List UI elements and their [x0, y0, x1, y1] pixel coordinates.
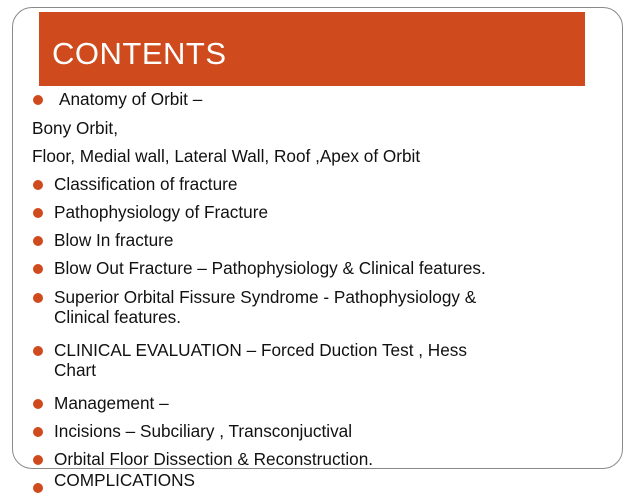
list-item: Anatomy of Orbit – — [59, 89, 203, 109]
list-item: Management – — [54, 393, 169, 413]
bullet-icon — [33, 455, 43, 465]
bullet-icon — [33, 180, 43, 190]
list-item: Bony Orbit, — [32, 118, 118, 138]
list-item: Floor, Medial wall, Lateral Wall, Roof ,Apex of Orbit — [32, 146, 421, 166]
list-item: Classification of fracture — [54, 174, 238, 194]
list-item: Pathophysiology of Fracture — [54, 202, 269, 222]
bullet-icon — [33, 236, 43, 246]
bullet-icon — [33, 95, 43, 105]
bullet-icon — [33, 208, 43, 218]
list-item: CLINICAL EVALUATION – Forced Duction Test , Hess — [54, 340, 467, 360]
list-item: Chart — [54, 360, 97, 380]
list-item: Blow Out Fracture – Pathophysiology & Clinical features. — [54, 258, 486, 278]
list-item: Orbital Floor Dissection & Reconstruction. — [54, 449, 374, 469]
list-item: Blow In fracture — [54, 230, 174, 250]
list-item: Clinical features. — [54, 307, 182, 327]
bullet-icon — [33, 399, 43, 409]
bullet-icon — [33, 293, 43, 303]
bullet-icon — [33, 483, 43, 493]
bullet-icon — [33, 427, 43, 437]
bullet-icon — [33, 346, 43, 356]
bullet-icon — [33, 264, 43, 274]
slide-title: CONTENTS — [52, 36, 227, 71]
list-item: Superior Orbital Fissure Syndrome - Pathophysiology & — [54, 287, 477, 307]
list-item: COMPLICATIONS — [54, 470, 196, 490]
list-item: Incisions – Subciliary , Transconjuctival — [54, 421, 353, 441]
